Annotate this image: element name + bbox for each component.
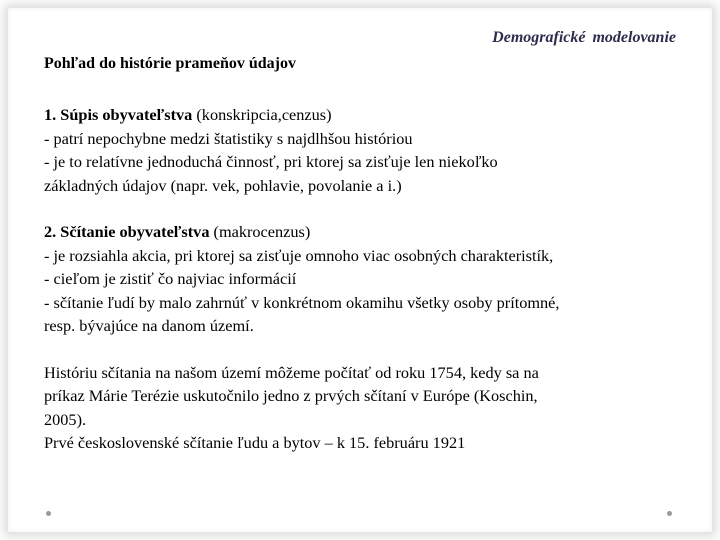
text-line: - cieľom je zistiť čo najviac informácií [44, 269, 297, 288]
text-line: Prvé československé sčítanie ľudu a bytov – k 15. februáru 1921 [44, 433, 466, 452]
text-line: základných údajov (napr. vek, pohlavie, povolanie a i.) [44, 175, 402, 195]
section-heading: 2. Sčítanie obyvateľstva [44, 222, 210, 241]
text-line: resp. bývajúce na danom území. [44, 316, 254, 335]
slide-subtitle: Pohľad do histórie prameňov údajov [44, 55, 296, 72]
section-census-history [44, 361, 694, 455]
section-heading: 1. Súpis obyvateľstva [44, 105, 193, 124]
text-line: príkaz Márie Terézie uskutočnilo jedno z prvých sčítaní v Európe (Koschin, [44, 386, 538, 405]
section-heading-note: (konskripcia,cenzus) [192, 105, 332, 124]
text-line: Históriu sčítania na našom území môžeme počítať od roku 1754, kedy sa na [44, 362, 539, 382]
decorative-dot-right [667, 511, 672, 516]
text-line: - je rozsiahla akcia, pri ktorej sa zisťuje omnoho viac osobných charakteristík, [44, 245, 554, 265]
text-line: - patrí nepochybne medzi štatistiky s najdlhšou históriou [44, 128, 413, 148]
section-population-census [44, 220, 694, 338]
section-census-list [44, 103, 694, 197]
text-line: 2005). [44, 409, 87, 429]
decorative-dot-left [46, 511, 51, 516]
section-heading-line [44, 220, 694, 244]
header-title: Demografické modelovanie [492, 29, 676, 46]
text-line: - je to relatívne jednoduchá činnosť, pri ktorej sa zisťuje len niekoľko [44, 152, 498, 171]
section-heading-line [44, 103, 694, 127]
section-heading-note: (makrocenzus) [209, 222, 311, 241]
text-line: - sčítanie ľudí by malo zahrnúť v konkrétnom okamihu všetky osoby prítomné, [44, 292, 560, 312]
slide-content [44, 103, 694, 455]
